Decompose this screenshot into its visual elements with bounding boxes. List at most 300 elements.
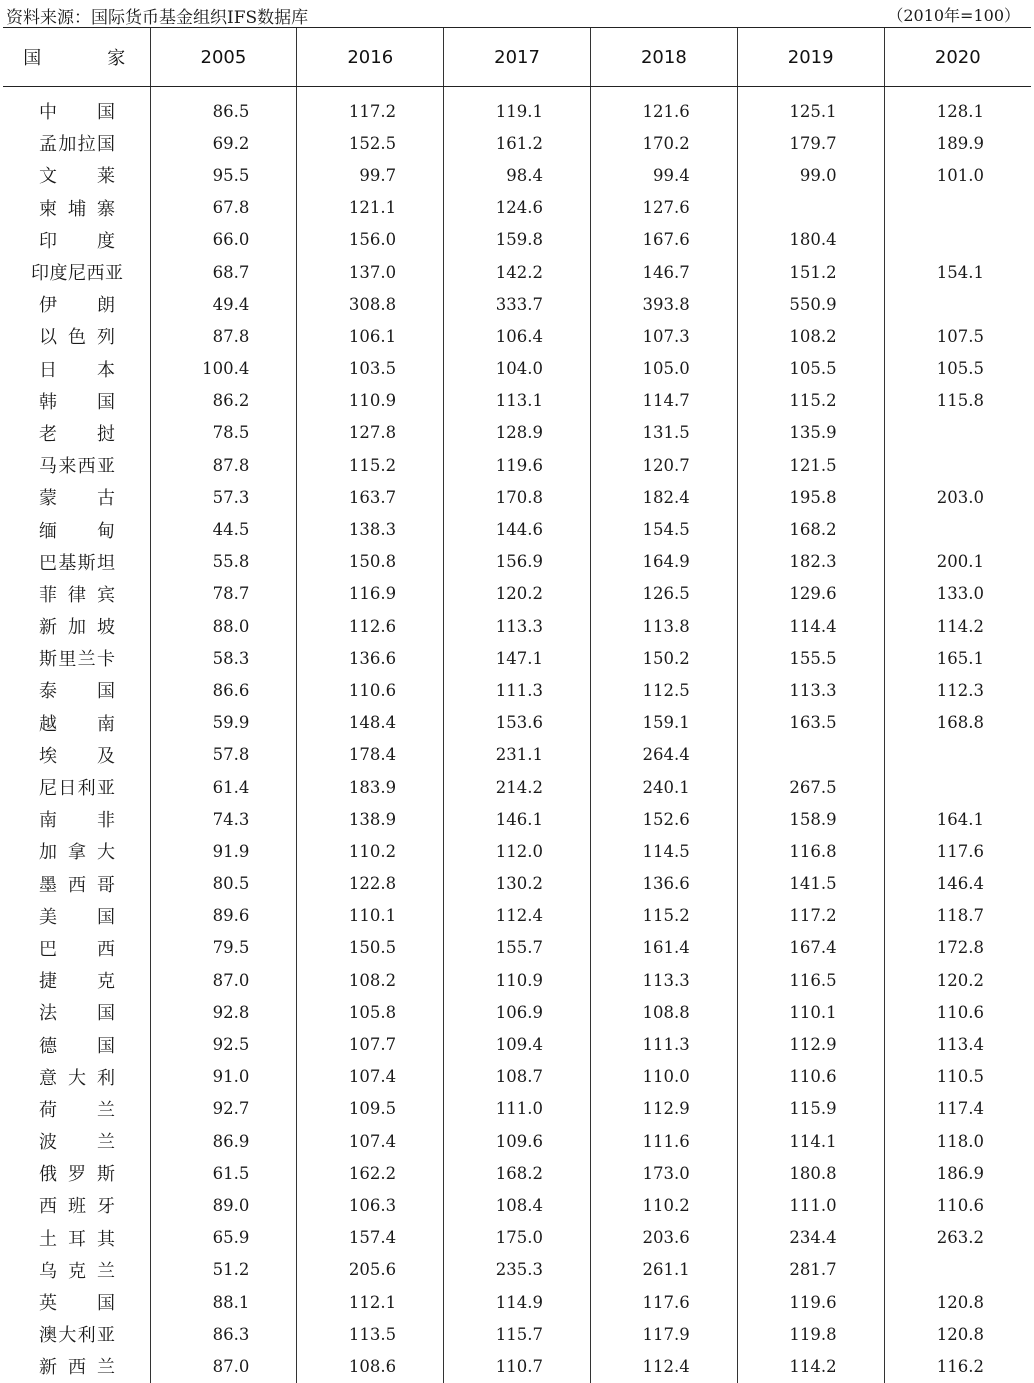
country-cell: [3, 385, 150, 417]
value-cell: 129.6: [737, 578, 884, 610]
value-cell: 112.4: [444, 900, 591, 932]
value-cell: 263.2: [884, 1222, 1031, 1254]
value-cell: 107.4: [297, 1061, 444, 1093]
value-cell: 98.4: [444, 159, 591, 191]
value-cell: 110.9: [297, 385, 444, 417]
value-cell: 108.6: [297, 1350, 444, 1382]
table-row: [3, 417, 1031, 449]
value-cell: 159.8: [444, 224, 591, 256]
table-row: [3, 320, 1031, 352]
value-cell: 112.3: [884, 674, 1031, 706]
value-cell: 127.8: [297, 417, 444, 449]
value-cell: 137.0: [297, 256, 444, 288]
value-cell: [884, 192, 1031, 224]
value-cell: 182.4: [590, 481, 737, 513]
table-row: [3, 1061, 1031, 1093]
value-cell: 240.1: [590, 771, 737, 803]
value-cell: 175.0: [444, 1222, 591, 1254]
country-name: 印度: [39, 230, 115, 252]
value-cell: 78.7: [150, 578, 297, 610]
value-cell: [737, 192, 884, 224]
value-cell: 44.5: [150, 513, 297, 545]
country-cell: [3, 835, 150, 867]
value-cell: 49.4: [150, 288, 297, 320]
country-name: 南非: [39, 810, 115, 832]
country-name: 德国: [39, 1035, 115, 1057]
value-cell: 105.5: [884, 353, 1031, 385]
country-name: 巴西: [39, 938, 115, 960]
value-cell: 113.4: [884, 1028, 1031, 1060]
country-name: 伊朗: [39, 295, 115, 317]
country-cell: [3, 1061, 150, 1093]
value-cell: 138.9: [297, 803, 444, 835]
value-cell: 116.2: [884, 1350, 1031, 1382]
table-row: [3, 771, 1031, 803]
value-cell: 168.2: [444, 1157, 591, 1189]
table-row: [3, 87, 1031, 128]
value-cell: 105.5: [737, 353, 884, 385]
value-cell: 182.3: [737, 546, 884, 578]
value-cell: 264.4: [590, 739, 737, 771]
value-cell: 179.7: [737, 127, 884, 159]
value-cell: 281.7: [737, 1254, 884, 1286]
value-cell: 172.8: [884, 932, 1031, 964]
country-name: 捷克: [39, 971, 115, 993]
country-cell: [3, 1157, 150, 1189]
table-row: [3, 868, 1031, 900]
value-cell: 61.5: [150, 1157, 297, 1189]
value-cell: [884, 449, 1031, 481]
country-name: 意大利: [39, 1067, 115, 1089]
value-cell: 124.6: [444, 192, 591, 224]
value-cell: 106.9: [444, 996, 591, 1028]
value-cell: 106.4: [444, 320, 591, 352]
value-cell: 109.6: [444, 1125, 591, 1157]
value-cell: 115.9: [737, 1093, 884, 1125]
value-cell: 116.9: [297, 578, 444, 610]
table-row: [3, 385, 1031, 417]
value-cell: 57.3: [150, 481, 297, 513]
value-cell: 74.3: [150, 803, 297, 835]
value-cell: 111.3: [590, 1028, 737, 1060]
country-cell: [3, 578, 150, 610]
table-row: [3, 159, 1031, 191]
country-name: 土耳其: [39, 1228, 115, 1250]
value-cell: [737, 739, 884, 771]
column-header-year: 2005: [150, 28, 297, 87]
value-cell: 261.1: [590, 1254, 737, 1286]
value-cell: 99.0: [737, 159, 884, 191]
value-cell: 168.2: [737, 513, 884, 545]
country-cell: [3, 771, 150, 803]
value-cell: 110.1: [297, 900, 444, 932]
country-cell: [3, 932, 150, 964]
country-name: 泰国: [39, 681, 115, 703]
value-cell: 125.1: [737, 87, 884, 128]
value-cell: 128.1: [884, 87, 1031, 128]
value-cell: 111.0: [737, 1189, 884, 1221]
value-cell: 108.8: [590, 996, 737, 1028]
country-name: 乌克兰: [39, 1260, 115, 1282]
value-cell: 267.5: [737, 771, 884, 803]
value-cell: 117.6: [884, 835, 1031, 867]
value-cell: 95.5: [150, 159, 297, 191]
value-cell: 119.6: [444, 449, 591, 481]
country-cell: [3, 224, 150, 256]
value-cell: 148.4: [297, 707, 444, 739]
value-cell: [884, 771, 1031, 803]
value-cell: 110.7: [444, 1350, 591, 1382]
value-cell: 146.7: [590, 256, 737, 288]
country-cell: [3, 739, 150, 771]
value-cell: 141.5: [737, 868, 884, 900]
value-cell: [884, 417, 1031, 449]
value-cell: 393.8: [590, 288, 737, 320]
table-row: [3, 900, 1031, 932]
value-cell: 147.1: [444, 642, 591, 674]
value-cell: 308.8: [297, 288, 444, 320]
value-cell: 168.8: [884, 707, 1031, 739]
table-row: [3, 1189, 1031, 1221]
value-cell: 133.0: [884, 578, 1031, 610]
value-cell: 106.1: [297, 320, 444, 352]
value-cell: 112.0: [444, 835, 591, 867]
value-cell: 120.7: [590, 449, 737, 481]
column-header-year: 2018: [590, 28, 737, 87]
value-cell: 115.2: [737, 385, 884, 417]
country-name: 新加坡: [39, 617, 115, 639]
country-cell: [3, 1028, 150, 1060]
value-cell: 170.2: [590, 127, 737, 159]
table-row: [3, 1125, 1031, 1157]
value-cell: 167.4: [737, 932, 884, 964]
value-cell: 80.5: [150, 868, 297, 900]
value-cell: 121.6: [590, 87, 737, 128]
country-cell: [3, 546, 150, 578]
table-row: [3, 449, 1031, 481]
table-row: [3, 610, 1031, 642]
value-cell: 111.6: [590, 1125, 737, 1157]
country-cell: [3, 481, 150, 513]
country-name: 墨西哥: [39, 874, 115, 896]
value-cell: 126.5: [590, 578, 737, 610]
value-cell: 154.5: [590, 513, 737, 545]
table-body: [3, 87, 1031, 1383]
value-cell: 113.3: [737, 674, 884, 706]
value-cell: 108.7: [444, 1061, 591, 1093]
value-cell: 68.7: [150, 256, 297, 288]
value-cell: 107.3: [590, 320, 737, 352]
country-cell: [3, 1318, 150, 1350]
value-cell: 234.4: [737, 1222, 884, 1254]
value-cell: 86.9: [150, 1125, 297, 1157]
table-row: [3, 1157, 1031, 1189]
value-cell: 150.8: [297, 546, 444, 578]
value-cell: 101.0: [884, 159, 1031, 191]
table-row: [3, 578, 1031, 610]
country-name: 尼日利亚: [39, 778, 115, 800]
country-name: 斯里兰卡: [39, 649, 115, 671]
table-row: [3, 1318, 1031, 1350]
country-name: 英国: [39, 1293, 115, 1315]
country-name: 法国: [39, 1003, 115, 1025]
table-row: [3, 707, 1031, 739]
value-cell: 108.4: [444, 1189, 591, 1221]
table-row: [3, 932, 1031, 964]
value-cell: 178.4: [297, 739, 444, 771]
value-cell: 144.6: [444, 513, 591, 545]
base-year-note: （2010年=100）: [887, 6, 1020, 25]
value-cell: 120.2: [444, 578, 591, 610]
country-name: 俄罗斯: [39, 1164, 115, 1186]
value-cell: 119.1: [444, 87, 591, 128]
value-cell: 136.6: [590, 868, 737, 900]
value-cell: [884, 739, 1031, 771]
value-cell: 100.4: [150, 353, 297, 385]
value-cell: 109.5: [297, 1093, 444, 1125]
country-name: 孟加拉国: [39, 134, 115, 156]
value-cell: 87.0: [150, 964, 297, 996]
value-cell: 112.9: [737, 1028, 884, 1060]
value-cell: 116.5: [737, 964, 884, 996]
value-cell: 114.2: [884, 610, 1031, 642]
country-cell: [3, 900, 150, 932]
table-row: [3, 127, 1031, 159]
country-name: 新西兰: [39, 1357, 115, 1379]
value-cell: 86.3: [150, 1318, 297, 1350]
table-row: [3, 1093, 1031, 1125]
value-cell: 120.8: [884, 1286, 1031, 1318]
value-cell: 57.8: [150, 739, 297, 771]
value-cell: 112.6: [297, 610, 444, 642]
table-row: [3, 224, 1031, 256]
country-cell: [3, 1350, 150, 1382]
value-cell: 88.0: [150, 610, 297, 642]
country-cell: [3, 1125, 150, 1157]
value-cell: 138.3: [297, 513, 444, 545]
value-cell: 203.0: [884, 481, 1031, 513]
value-cell: 162.2: [297, 1157, 444, 1189]
value-cell: 121.1: [297, 192, 444, 224]
value-cell: 167.6: [590, 224, 737, 256]
value-cell: 55.8: [150, 546, 297, 578]
value-cell: 180.4: [737, 224, 884, 256]
value-cell: 203.6: [590, 1222, 737, 1254]
value-cell: 146.4: [884, 868, 1031, 900]
value-cell: 114.9: [444, 1286, 591, 1318]
country-name: 加拿大: [39, 842, 115, 864]
country-name: 波兰: [39, 1132, 115, 1154]
table-row: [3, 1254, 1031, 1286]
value-cell: 78.5: [150, 417, 297, 449]
table-row: [3, 513, 1031, 545]
country-name: 西班牙: [39, 1196, 115, 1218]
table-row: [3, 546, 1031, 578]
table-row: [3, 964, 1031, 996]
value-cell: 112.5: [590, 674, 737, 706]
country-cell: [3, 1189, 150, 1221]
value-cell: 163.5: [737, 707, 884, 739]
table-caption: [0, 0, 1034, 26]
value-cell: 214.2: [444, 771, 591, 803]
value-cell: 146.1: [444, 803, 591, 835]
country-cell: [3, 192, 150, 224]
table-row: [3, 481, 1031, 513]
country-cell: [3, 87, 150, 128]
value-cell: 205.6: [297, 1254, 444, 1286]
value-cell: 119.8: [737, 1318, 884, 1350]
value-cell: 200.1: [884, 546, 1031, 578]
value-cell: 150.2: [590, 642, 737, 674]
value-cell: 86.6: [150, 674, 297, 706]
country-name: 越南: [39, 713, 115, 735]
value-cell: 164.1: [884, 803, 1031, 835]
value-cell: 154.1: [884, 256, 1031, 288]
country-cell: [3, 868, 150, 900]
value-cell: 119.6: [737, 1286, 884, 1318]
table-row: [3, 996, 1031, 1028]
value-cell: 108.2: [737, 320, 884, 352]
value-cell: 113.5: [297, 1318, 444, 1350]
value-cell: 155.7: [444, 932, 591, 964]
table-row: [3, 1222, 1031, 1254]
value-cell: 87.0: [150, 1350, 297, 1382]
table-row: [3, 835, 1031, 867]
country-cell: [3, 127, 150, 159]
country-cell: [3, 256, 150, 288]
value-cell: 130.2: [444, 868, 591, 900]
value-cell: 92.5: [150, 1028, 297, 1060]
table-row: [3, 192, 1031, 224]
value-cell: 112.4: [590, 1350, 737, 1382]
value-cell: 92.8: [150, 996, 297, 1028]
value-cell: 110.6: [297, 674, 444, 706]
value-cell: 183.9: [297, 771, 444, 803]
table-row: [3, 739, 1031, 771]
value-cell: 114.2: [737, 1350, 884, 1382]
value-cell: 110.0: [590, 1061, 737, 1093]
value-cell: 105.0: [590, 353, 737, 385]
value-cell: 161.4: [590, 932, 737, 964]
value-cell: 69.2: [150, 127, 297, 159]
value-cell: 103.5: [297, 353, 444, 385]
value-cell: 120.8: [884, 1318, 1031, 1350]
country-cell: [3, 642, 150, 674]
value-cell: 164.9: [590, 546, 737, 578]
country-name: 澳大利亚: [39, 1325, 115, 1347]
value-cell: 333.7: [444, 288, 591, 320]
table-row: [3, 1286, 1031, 1318]
value-cell: 106.3: [297, 1189, 444, 1221]
value-cell: 128.9: [444, 417, 591, 449]
value-cell: 99.4: [590, 159, 737, 191]
cpi-table: [3, 27, 1031, 1383]
value-cell: 108.2: [297, 964, 444, 996]
country-name: 印度尼西亚: [31, 263, 123, 285]
value-cell: 113.1: [444, 385, 591, 417]
country-cell: [3, 1222, 150, 1254]
country-name: 老挝: [39, 423, 115, 445]
value-cell: 121.5: [737, 449, 884, 481]
value-cell: 117.6: [590, 1286, 737, 1318]
value-cell: 110.9: [444, 964, 591, 996]
country-cell: [3, 417, 150, 449]
value-cell: 113.3: [444, 610, 591, 642]
value-cell: 115.8: [884, 385, 1031, 417]
country-cell: [3, 353, 150, 385]
value-cell: 114.7: [590, 385, 737, 417]
column-header-year: 2019: [737, 28, 884, 87]
value-cell: 111.3: [444, 674, 591, 706]
value-cell: 59.9: [150, 707, 297, 739]
country-cell: [3, 674, 150, 706]
value-cell: 158.9: [737, 803, 884, 835]
value-cell: 142.2: [444, 256, 591, 288]
value-cell: 117.4: [884, 1093, 1031, 1125]
value-cell: 135.9: [737, 417, 884, 449]
column-header-year: 2016: [297, 28, 444, 87]
value-cell: 117.9: [590, 1318, 737, 1350]
value-cell: 165.1: [884, 642, 1031, 674]
value-cell: 152.5: [297, 127, 444, 159]
value-cell: 180.8: [737, 1157, 884, 1189]
table-row: [3, 1028, 1031, 1060]
country-name: 文莱: [39, 166, 115, 188]
value-cell: 110.5: [884, 1061, 1031, 1093]
table-row: [3, 642, 1031, 674]
table-header-row: [3, 28, 1031, 87]
value-cell: 115.7: [444, 1318, 591, 1350]
country-cell: [3, 1286, 150, 1318]
value-cell: 91.9: [150, 835, 297, 867]
value-cell: 235.3: [444, 1254, 591, 1286]
value-cell: 105.8: [297, 996, 444, 1028]
value-cell: 114.1: [737, 1125, 884, 1157]
country-cell: [3, 159, 150, 191]
country-cell: [3, 320, 150, 352]
value-cell: 110.1: [737, 996, 884, 1028]
value-cell: 161.2: [444, 127, 591, 159]
value-cell: 136.6: [297, 642, 444, 674]
country-cell: [3, 610, 150, 642]
value-cell: 152.6: [590, 803, 737, 835]
value-cell: 112.1: [297, 1286, 444, 1318]
value-cell: 67.8: [150, 192, 297, 224]
value-cell: 159.1: [590, 707, 737, 739]
value-cell: 156.0: [297, 224, 444, 256]
value-cell: 61.4: [150, 771, 297, 803]
value-cell: 112.9: [590, 1093, 737, 1125]
country-name: 美国: [39, 906, 115, 928]
value-cell: 110.6: [737, 1061, 884, 1093]
table-row: [3, 256, 1031, 288]
value-cell: 58.3: [150, 642, 297, 674]
value-cell: 186.9: [884, 1157, 1031, 1189]
country-cell: [3, 803, 150, 835]
value-cell: 110.6: [884, 996, 1031, 1028]
value-cell: 107.4: [297, 1125, 444, 1157]
country-name: 菲律宾: [39, 584, 115, 606]
country-cell: [3, 513, 150, 545]
value-cell: 151.2: [737, 256, 884, 288]
country-name: 蒙古: [39, 488, 115, 510]
value-cell: 153.6: [444, 707, 591, 739]
country-cell: [3, 1093, 150, 1125]
value-cell: 109.4: [444, 1028, 591, 1060]
value-cell: 51.2: [150, 1254, 297, 1286]
value-cell: 156.9: [444, 546, 591, 578]
value-cell: 111.0: [444, 1093, 591, 1125]
